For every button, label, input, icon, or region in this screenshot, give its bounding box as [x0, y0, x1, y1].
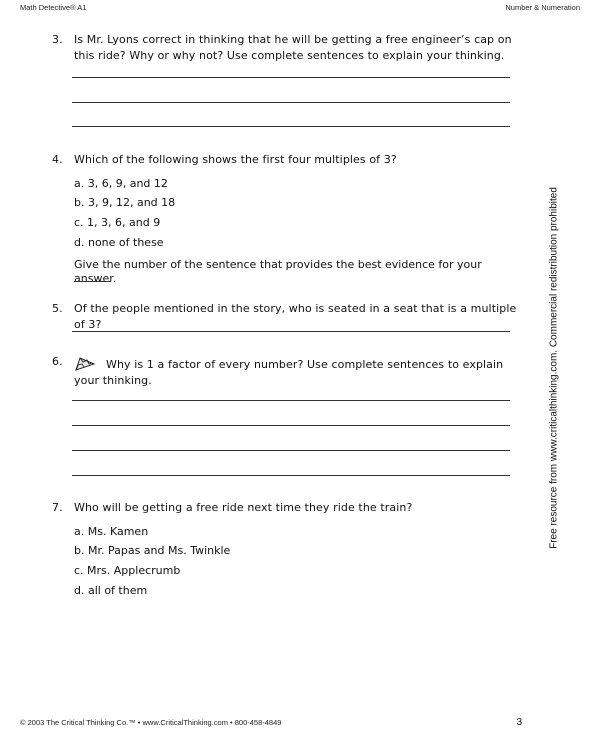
- evidence-answer-line[interactable]: [74, 281, 110, 282]
- answer-line[interactable]: [72, 77, 510, 78]
- question-5: [52, 301, 522, 333]
- option-b[interactable]: b. Mr. Papas and Ms. Twinkle: [74, 544, 231, 557]
- question-7: [52, 500, 522, 516]
- option-a[interactable]: a. 3, 6, 9, and 12: [74, 177, 168, 190]
- answer-line[interactable]: [72, 475, 510, 476]
- option-c[interactable]: c. Mrs. Applecrumb: [74, 564, 181, 577]
- answer-line[interactable]: [72, 126, 510, 127]
- page-number: 3: [516, 717, 522, 728]
- option-c[interactable]: c. 1, 3, 6, and 9: [74, 216, 161, 229]
- question-4: [52, 152, 522, 168]
- question-text: Is Mr. Lyons correct in thinking that he will be getting a free engineer’s cap on this ride? Why or why not? Use complete sentences to explain your thinking.: [74, 33, 512, 62]
- header-title: Math Detective® A1: [20, 3, 87, 12]
- answer-line[interactable]: [72, 102, 510, 103]
- answer-line[interactable]: [72, 331, 510, 332]
- question-number: 5.: [52, 302, 63, 315]
- answer-line[interactable]: [72, 425, 510, 426]
- answer-line[interactable]: [72, 450, 510, 451]
- question-text: Of the people mentioned in the story, who is seated in a seat that is a multiple of 3?: [74, 302, 517, 331]
- option-d[interactable]: d. none of these: [74, 236, 164, 249]
- question-text: Why is 1 a factor of every number? Use complete sentences to explain your thinking.: [74, 358, 504, 387]
- question-text: Who will be getting a free ride next time they ride the train?: [74, 501, 413, 514]
- question-6: [52, 354, 522, 389]
- question-number: 6.: [52, 355, 63, 368]
- pencil-icon: [74, 354, 96, 372]
- question-3: [52, 32, 522, 64]
- footer-copyright: © 2003 The Critical Thinking Co.™ • www.CriticalThinking.com • 800-458-4849: [20, 718, 282, 727]
- header-section: Number & Numeration: [505, 3, 580, 12]
- evidence-prompt: Give the number of the sentence that provides the best evidence for your answer.: [74, 258, 482, 285]
- option-d[interactable]: d. all of them: [74, 584, 148, 597]
- question-text-wrapper: [74, 354, 522, 389]
- option-a[interactable]: a. Ms. Kamen: [74, 525, 149, 538]
- question-text: Which of the following shows the first four multiples of 3?: [74, 153, 397, 166]
- answer-line[interactable]: [72, 400, 510, 401]
- question-number: 3.: [52, 33, 63, 46]
- question-number: 4.: [52, 153, 63, 166]
- option-b[interactable]: b. 3, 9, 12, and 18: [74, 196, 176, 209]
- sidebar-text: Free resource from www.criticalthinking.com. Commercial redistribution prohibited: [548, 187, 560, 549]
- question-number: 7.: [52, 501, 63, 514]
